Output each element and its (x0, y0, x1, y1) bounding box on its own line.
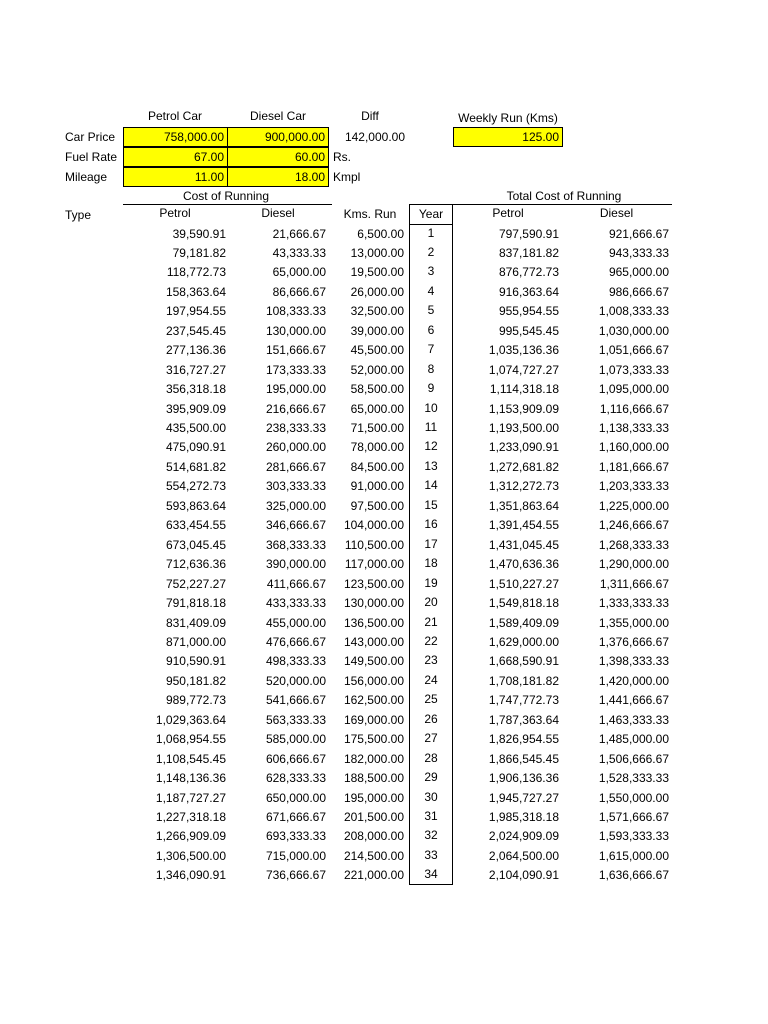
total-petrol-cell: 1,114,318.18 (489, 382, 559, 397)
kms-run-cell: 149,500.00 (343, 654, 404, 669)
total-petrol-column-header: Petrol (492, 206, 524, 220)
year-cell: 3 (427, 264, 435, 279)
total-diesel-cell: 1,095,000.00 (598, 382, 669, 397)
table-row (0, 419, 768, 439)
table-row (0, 827, 768, 847)
total-petrol-cell: 1,153,909.09 (488, 401, 559, 416)
total-diesel-cell: 1,311,666.67 (599, 576, 669, 591)
total-diesel-cell: 1,008,333.33 (598, 304, 669, 319)
total-diesel-cell: 1,420,000.00 (598, 673, 669, 688)
diesel-cost-cell: 671,666.67 (265, 810, 326, 824)
table-row (0, 516, 768, 536)
table-row (0, 789, 768, 809)
table-row (0, 866, 768, 886)
total-petrol-cell: 1,233,090.91 (488, 440, 559, 455)
total-diesel-cell: 1,355,000.00 (598, 615, 669, 630)
table-row (0, 769, 768, 789)
fuel-rate-diesel-input[interactable]: 60.00 (227, 147, 329, 167)
year-cell: 24 (424, 672, 438, 687)
year-cell: 26 (424, 711, 438, 726)
petrol-column-header: Petrol (159, 206, 191, 220)
total-diesel-cell: 1,636,666.67 (598, 868, 669, 883)
petrol-cost-cell: 158,363.64 (165, 284, 226, 299)
diesel-cost-cell: 411,666.67 (266, 576, 326, 591)
petrol-cost-cell: 712,636.36 (165, 557, 226, 572)
total-diesel-cell: 1,571,666.67 (598, 810, 669, 824)
table-row (0, 808, 768, 828)
kms-run-cell: 78,000.00 (350, 440, 404, 455)
petrol-cost-cell: 39,590.91 (172, 226, 226, 241)
table-row (0, 730, 768, 750)
petrol-cost-cell: 1,306,500.00 (155, 848, 226, 863)
year-cell: 17 (424, 536, 438, 551)
year-cell: 7 (427, 342, 435, 357)
total-petrol-cell: 1,431,045.45 (488, 537, 559, 552)
kms-run-cell: 45,500.00 (350, 343, 404, 358)
diesel-cost-cell: 715,000.00 (265, 848, 326, 863)
diesel-cost-cell: 65,000.00 (272, 265, 326, 280)
kms-run-cell: 91,000.00 (350, 479, 404, 494)
kms-run-cell: 123,500.00 (343, 576, 404, 591)
year-cell: 2 (427, 244, 435, 259)
mileage-petrol-input[interactable]: 11.00 (123, 167, 228, 187)
table-row (0, 477, 768, 497)
mileage-diesel-input[interactable]: 18.00 (227, 167, 329, 187)
kms-run-cell: 84,500.00 (350, 459, 404, 474)
total-diesel-cell: 1,030,000.00 (598, 323, 669, 338)
year-cell: 29 (424, 770, 438, 785)
diesel-cost-cell: 21,666.67 (272, 226, 326, 241)
petrol-cost-cell: 1,266,909.09 (155, 829, 226, 844)
table-row (0, 380, 768, 400)
total-diesel-cell: 965,000.00 (608, 265, 669, 280)
diff-header: Diff (361, 109, 379, 123)
table-row (0, 400, 768, 420)
year-cell: 21 (424, 614, 438, 629)
total-petrol-cell: 1,035,136.36 (488, 343, 559, 358)
table-row (0, 614, 768, 634)
total-diesel-cell: 1,593,333.33 (598, 829, 669, 844)
year-cell: 31 (424, 809, 438, 823)
total-petrol-cell: 1,906,136.36 (488, 771, 559, 786)
year-cell: 25 (424, 692, 438, 707)
table-row (0, 341, 768, 361)
diesel-cost-cell: 455,000.00 (265, 615, 326, 630)
diesel-cost-cell: 736,666.67 (265, 868, 326, 883)
table-row (0, 691, 768, 711)
total-petrol-cell: 1,272,681.82 (488, 459, 559, 474)
year-cell: 18 (424, 556, 438, 571)
kms-run-column-header: Kms. Run (343, 207, 397, 221)
kms-run-cell: 65,000.00 (350, 401, 404, 416)
kms-run-cell: 143,000.00 (343, 634, 404, 649)
total-petrol-cell: 837,181.82 (498, 245, 559, 260)
year-cell: 30 (424, 789, 438, 804)
kms-run-cell: 188,500.00 (343, 771, 404, 786)
total-diesel-cell: 1,203,333.33 (598, 479, 669, 494)
total-petrol-cell: 2,104,090.91 (488, 868, 559, 883)
year-cell: 5 (427, 303, 435, 318)
year-cell: 1 (427, 225, 435, 240)
total-diesel-cell: 1,116,666.67 (599, 401, 669, 416)
year-cell: 23 (424, 653, 438, 668)
total-diesel-cell: 1,160,000.00 (598, 440, 669, 455)
petrol-cost-cell: 910,590.91 (165, 654, 226, 669)
kms-run-cell: 130,000.00 (343, 596, 404, 611)
total-diesel-cell: 1,376,666.67 (598, 634, 669, 649)
total-diesel-column-header: Diesel (599, 206, 634, 220)
kms-run-cell: 6,500.00 (357, 226, 404, 241)
table-row (0, 750, 768, 770)
total-diesel-cell: 1,441,666.67 (598, 693, 669, 708)
kms-run-cell: 208,000.00 (343, 829, 404, 844)
table-row (0, 225, 768, 245)
table-row (0, 575, 768, 595)
petrol-cost-cell: 593,863.64 (165, 498, 226, 513)
kms-run-cell: 97,500.00 (350, 498, 404, 513)
petrol-cost-cell: 197,954.55 (165, 304, 226, 319)
total-diesel-cell: 1,333,333.33 (598, 596, 669, 611)
diesel-cost-cell: 346,666.67 (265, 518, 326, 533)
diesel-cost-cell: 151,666.67 (265, 343, 326, 358)
petrol-cost-cell: 79,181.82 (172, 245, 226, 260)
total-petrol-cell: 1,470,636.36 (488, 557, 559, 572)
year-column-header: Year (418, 207, 444, 221)
diesel-cost-cell: 476,666.67 (265, 634, 326, 649)
kms-run-cell: 26,000.00 (350, 284, 404, 299)
weekly-run-input[interactable]: 125.00 (453, 127, 563, 147)
total-diesel-cell: 1,073,333.33 (598, 362, 669, 377)
kms-run-cell: 169,000.00 (343, 712, 404, 727)
year-cell: 27 (424, 731, 438, 746)
diesel-cost-cell: 195,000.00 (265, 382, 326, 397)
petrol-cost-cell: 118,772.73 (166, 265, 226, 280)
diesel-cost-cell: 520,000.00 (265, 673, 326, 688)
mileage-label: Mileage (65, 170, 108, 184)
kms-run-cell: 117,000.00 (344, 557, 404, 572)
total-petrol-cell: 1,985,318.18 (488, 810, 559, 824)
year-cell: 11 (424, 420, 438, 434)
total-petrol-cell: 1,668,590.91 (488, 654, 559, 669)
petrol-cost-cell: 633,454.55 (165, 518, 226, 533)
total-diesel-cell: 1,181,666.67 (598, 459, 669, 474)
petrol-cost-cell: 475,090.91 (165, 440, 226, 455)
table-row (0, 711, 768, 731)
total-petrol-cell: 1,193,500.00 (488, 421, 559, 435)
table-row (0, 263, 768, 283)
year-cell: 20 (424, 595, 438, 610)
petrol-cost-cell: 871,000.00 (165, 634, 226, 649)
petrol-car-header: Petrol Car (147, 109, 203, 123)
petrol-cost-cell: 435,500.00 (165, 421, 226, 435)
diesel-cost-cell: 216,666.67 (265, 401, 326, 416)
table-row (0, 672, 768, 692)
total-diesel-cell: 1,506,666.67 (598, 751, 669, 766)
year-cell: 32 (424, 828, 438, 843)
total-petrol-cell: 955,954.55 (498, 304, 559, 319)
petrol-cost-cell: 950,181.82 (165, 673, 226, 688)
table-row (0, 322, 768, 342)
total-petrol-cell: 1,312,272.73 (488, 479, 559, 494)
kms-run-cell: 162,500.00 (343, 693, 404, 708)
year-cell: 33 (424, 847, 438, 862)
table-row (0, 594, 768, 614)
diesel-cost-cell: 541,666.67 (265, 693, 326, 708)
petrol-cost-cell: 1,068,954.55 (155, 732, 226, 747)
diesel-column-header: Diesel (261, 206, 295, 220)
table-row (0, 283, 768, 303)
petrol-cost-cell: 752,227.27 (165, 576, 226, 591)
total-petrol-cell: 1,589,409.09 (488, 615, 559, 630)
total-petrol-cell: 1,787,363.64 (488, 712, 559, 727)
fuel-rate-label: Fuel Rate (65, 150, 118, 164)
petrol-cost-cell: 277,136.36 (165, 343, 226, 358)
diesel-cost-cell: 238,333.33 (265, 421, 326, 435)
petrol-cost-cell: 356,318.18 (165, 382, 226, 397)
total-diesel-cell: 1,550,000.00 (598, 790, 669, 805)
petrol-cost-cell: 1,148,136.36 (155, 771, 226, 786)
kms-run-cell: 71,500.00 (350, 421, 404, 435)
fuel-rate-petrol-input[interactable]: 67.00 (123, 147, 228, 167)
mileage-unit: Kmpl (333, 170, 361, 184)
table-row (0, 847, 768, 867)
kms-run-cell: 104,000.00 (343, 518, 404, 533)
total-petrol-cell: 797,590.91 (498, 226, 559, 241)
diesel-cost-cell: 693,333.33 (265, 829, 326, 844)
total-diesel-cell: 1,225,000.00 (598, 498, 669, 513)
total-petrol-cell: 1,866,545.45 (488, 751, 559, 766)
table-row (0, 536, 768, 556)
total-petrol-cell: 1,351,863.64 (488, 498, 559, 513)
total-petrol-cell: 2,064,500.00 (488, 848, 559, 863)
total-petrol-cell: 1,391,454.55 (488, 518, 559, 533)
diesel-cost-cell: 606,666.67 (265, 751, 326, 766)
petrol-cost-cell: 1,108,545.45 (155, 751, 226, 766)
kms-run-cell: 195,000.00 (343, 790, 404, 805)
total-petrol-cell: 2,024,909.09 (488, 829, 559, 844)
total-diesel-cell: 1,398,333.33 (598, 654, 669, 669)
total-diesel-cell: 1,138,333.33 (598, 421, 669, 435)
total-diesel-cell: 986,666.67 (608, 284, 669, 299)
diesel-cost-cell: 628,333.33 (265, 771, 326, 786)
total-petrol-cell: 876,772.73 (498, 265, 559, 280)
year-cell: 12 (424, 439, 438, 454)
car-price-petrol-input[interactable]: 758,000.00 (123, 127, 228, 147)
table-row (0, 497, 768, 517)
kms-run-cell: 19,500.00 (350, 265, 404, 280)
diesel-cost-cell: 368,333.33 (265, 537, 326, 552)
petrol-cost-cell: 1,187,727.27 (155, 790, 226, 805)
diesel-cost-cell: 108,333.33 (265, 304, 326, 319)
kms-run-cell: 136,500.00 (343, 615, 404, 630)
year-cell: 34 (424, 867, 438, 882)
petrol-cost-cell: 514,681.82 (165, 459, 226, 474)
diesel-cost-cell: 281,666.67 (265, 459, 326, 474)
year-cell: 10 (424, 400, 438, 415)
table-row (0, 361, 768, 381)
diesel-cost-cell: 86,666.67 (272, 284, 326, 299)
total-petrol-cell: 1,629,000.00 (488, 634, 559, 649)
total-diesel-cell: 1,615,000.00 (598, 848, 669, 863)
total-petrol-cell: 1,826,954.55 (488, 732, 559, 747)
diesel-cost-cell: 303,333.33 (265, 479, 326, 494)
year-cell: 13 (424, 458, 438, 473)
kms-run-cell: 52,000.00 (350, 362, 404, 377)
weekly-run-label: Weekly Run (Kms) (458, 111, 558, 125)
total-diesel-cell: 1,485,000.00 (598, 732, 669, 747)
year-cell: 28 (424, 750, 438, 765)
table-row (0, 438, 768, 458)
year-cell: 19 (424, 575, 438, 590)
total-petrol-cell: 1,549,818.18 (488, 596, 559, 611)
kms-run-cell: 32,500.00 (350, 304, 404, 319)
total-diesel-cell: 1,051,666.67 (598, 343, 669, 358)
kms-run-cell: 201,500.00 (343, 810, 404, 824)
diesel-cost-cell: 650,000.00 (265, 790, 326, 805)
cost-of-running-header: Cost of Running (182, 189, 270, 203)
total-diesel-cell: 1,463,333.33 (598, 712, 669, 727)
total-diesel-cell: 1,528,333.33 (598, 771, 669, 786)
kms-run-cell: 110,500.00 (344, 537, 404, 552)
type-label: Type (65, 208, 92, 222)
petrol-cost-cell: 237,545.45 (165, 323, 226, 338)
total-diesel-cell: 1,246,666.67 (598, 518, 669, 533)
year-cell: 6 (427, 322, 435, 337)
year-cell: 9 (427, 381, 435, 396)
total-petrol-cell: 916,363.64 (498, 284, 559, 299)
year-cell: 16 (424, 517, 438, 532)
total-petrol-cell: 995,545.45 (498, 323, 559, 338)
total-petrol-cell: 1,708,181.82 (488, 673, 559, 688)
year-cell: 22 (424, 633, 438, 648)
diesel-cost-cell: 390,000.00 (265, 557, 326, 572)
total-diesel-cell: 1,290,000.00 (598, 557, 669, 572)
total-petrol-cell: 1,074,727.27 (488, 362, 559, 377)
kms-run-cell: 13,000.00 (350, 245, 404, 260)
total-petrol-cell: 1,945,727.27 (488, 790, 559, 805)
diesel-cost-cell: 173,333.33 (265, 362, 326, 377)
year-cell: 4 (427, 283, 435, 298)
petrol-cost-cell: 1,029,363.64 (155, 712, 226, 727)
total-petrol-cell: 1,510,227.27 (488, 576, 559, 591)
table-row (0, 244, 768, 264)
table-row (0, 302, 768, 322)
fuel-rate-unit: Rs. (333, 150, 351, 164)
petrol-cost-cell: 395,909.09 (165, 401, 226, 416)
kms-run-cell: 175,500.00 (343, 732, 404, 747)
diesel-cost-cell: 433,333.33 (265, 596, 326, 611)
kms-run-cell: 221,000.00 (343, 868, 404, 883)
diesel-cost-cell: 325,000.00 (265, 498, 326, 513)
diesel-cost-cell: 585,000.00 (265, 732, 326, 747)
car-price-label: Car Price (65, 130, 116, 144)
year-cell: 14 (424, 478, 438, 493)
petrol-cost-cell: 554,272.73 (165, 479, 226, 494)
petrol-cost-cell: 1,346,090.91 (155, 868, 226, 883)
kms-run-cell: 58,500.00 (350, 382, 404, 397)
table-row (0, 555, 768, 575)
kms-run-cell: 214,500.00 (343, 848, 404, 863)
kms-run-cell: 182,000.00 (343, 751, 404, 766)
petrol-cost-cell: 989,772.73 (165, 693, 226, 708)
table-row (0, 633, 768, 653)
kms-run-cell: 39,000.00 (350, 323, 404, 338)
petrol-cost-cell: 831,409.09 (165, 615, 226, 630)
car-price-diesel-input[interactable]: 900,000.00 (227, 127, 329, 147)
total-diesel-cell: 921,666.67 (608, 226, 669, 241)
diesel-cost-cell: 260,000.00 (265, 440, 326, 455)
diesel-car-header: Diesel Car (249, 109, 306, 123)
table-row (0, 458, 768, 478)
petrol-cost-cell: 673,045.45 (165, 537, 226, 552)
total-petrol-cell: 1,747,772.73 (488, 693, 559, 708)
diesel-cost-cell: 563,333.33 (265, 712, 326, 727)
petrol-cost-cell: 316,727.27 (165, 362, 226, 377)
table-row (0, 652, 768, 672)
petrol-cost-cell: 791,818.18 (165, 596, 226, 611)
total-cost-of-running-header: Total Cost of Running (506, 189, 622, 203)
total-diesel-cell: 943,333.33 (608, 245, 669, 260)
car-price-diff: 142,000.00 (344, 130, 405, 144)
diesel-cost-cell: 130,000.00 (265, 323, 326, 338)
petrol-cost-cell: 1,227,318.18 (155, 810, 226, 824)
diesel-cost-cell: 498,333.33 (265, 654, 326, 669)
total-diesel-cell: 1,268,333.33 (598, 537, 669, 552)
year-cell: 15 (424, 497, 438, 512)
kms-run-cell: 156,000.00 (343, 673, 404, 688)
year-cell: 8 (427, 361, 435, 376)
diesel-cost-cell: 43,333.33 (272, 245, 326, 260)
